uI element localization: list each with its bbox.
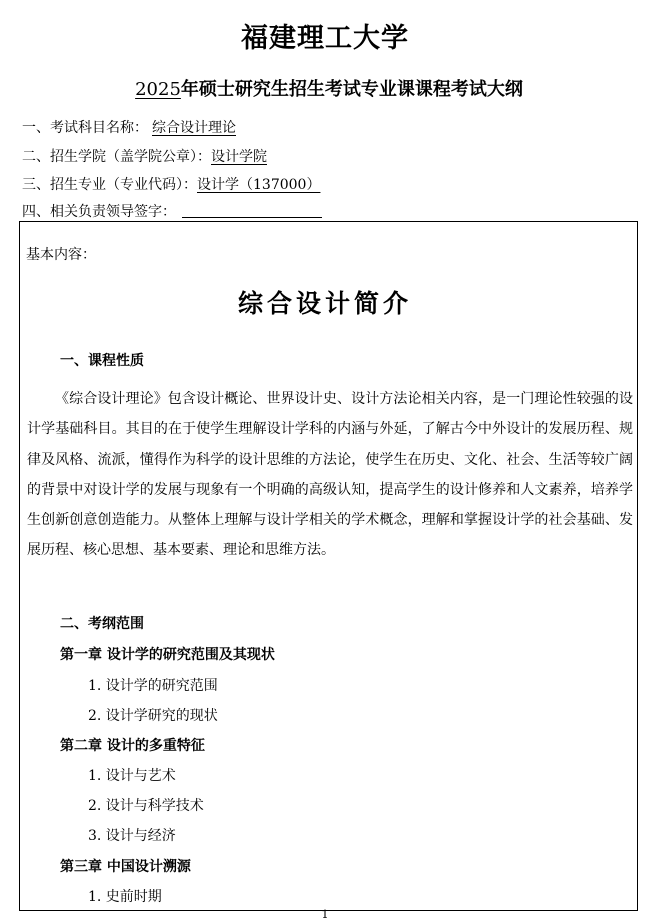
- chapter-item: 1. 设计与艺术: [88, 768, 176, 784]
- field-label: 四、相关负责领导签字：: [22, 204, 176, 220]
- chapter-item: 1. 史前时期: [88, 889, 162, 905]
- content-title: 综合设计简介: [237, 289, 412, 318]
- signature-blank: [182, 203, 322, 218]
- page-number: 1: [321, 908, 329, 921]
- chapter-item: 1. 设计学的研究范围: [88, 678, 218, 694]
- chapter-heading: 第三章 中国设计溯源: [60, 859, 191, 875]
- field-value: 设计学（137000）: [197, 177, 321, 193]
- section-heading-scope: 二、考纲范围: [60, 616, 144, 632]
- document-subtitle: [0, 75, 650, 101]
- field-label: 三、招生专业（专业代码）：: [22, 177, 197, 193]
- subtitle-text: 年硕士研究生招生考试专业课课程考试大纲: [180, 79, 523, 100]
- chapter-item: 2. 设计与科学技术: [88, 798, 204, 814]
- section-heading-nature: 一、课程性质: [60, 353, 144, 369]
- field-college: [22, 146, 277, 166]
- chapter-item: 3. 设计与经济: [88, 828, 176, 844]
- field-label: 二、招生学院（盖学院公章）：: [22, 149, 211, 165]
- university-title: 福建理工大学: [241, 23, 409, 54]
- basic-content-label: 基本内容：: [26, 247, 96, 263]
- exam-year: 2025: [135, 79, 181, 100]
- field-label: 一、考试科目名称：: [22, 120, 148, 136]
- chapter-heading: 第二章 设计的多重特征: [60, 738, 205, 754]
- field-major: [22, 174, 334, 194]
- course-description: 《综合设计理论》包含设计概论、世界设计史、设计方法论相关内容，是一门理论性较强的设计学基础科目。其目的在于使学生理解设计学科的内涵与外延，了解古今中外设计的发展历程、规律及风格、流派，懂得作为科学的设计思维的方法论，使学生在历史、文化、社会、生活等较广阔的背景中对设计学的发展与现象有一个明确的高级认知，提高学生的设计修养和人文素养，培养学生创新创意创造能力。从整体上理解与设计学相关的学术概念，理解和掌握设计学的社会基础、发展历程、核心思想、基本要素、理论和思维方法。: [27, 391, 633, 559]
- chapter-heading: 第一章 设计学的研究范围及其现状: [60, 647, 275, 663]
- field-signature: [22, 201, 322, 221]
- field-value: 综合设计理论: [152, 120, 236, 136]
- field-value: 设计学院: [211, 149, 267, 165]
- chapter-item: 2. 设计学研究的现状: [88, 708, 218, 724]
- field-subject-name: [22, 117, 246, 137]
